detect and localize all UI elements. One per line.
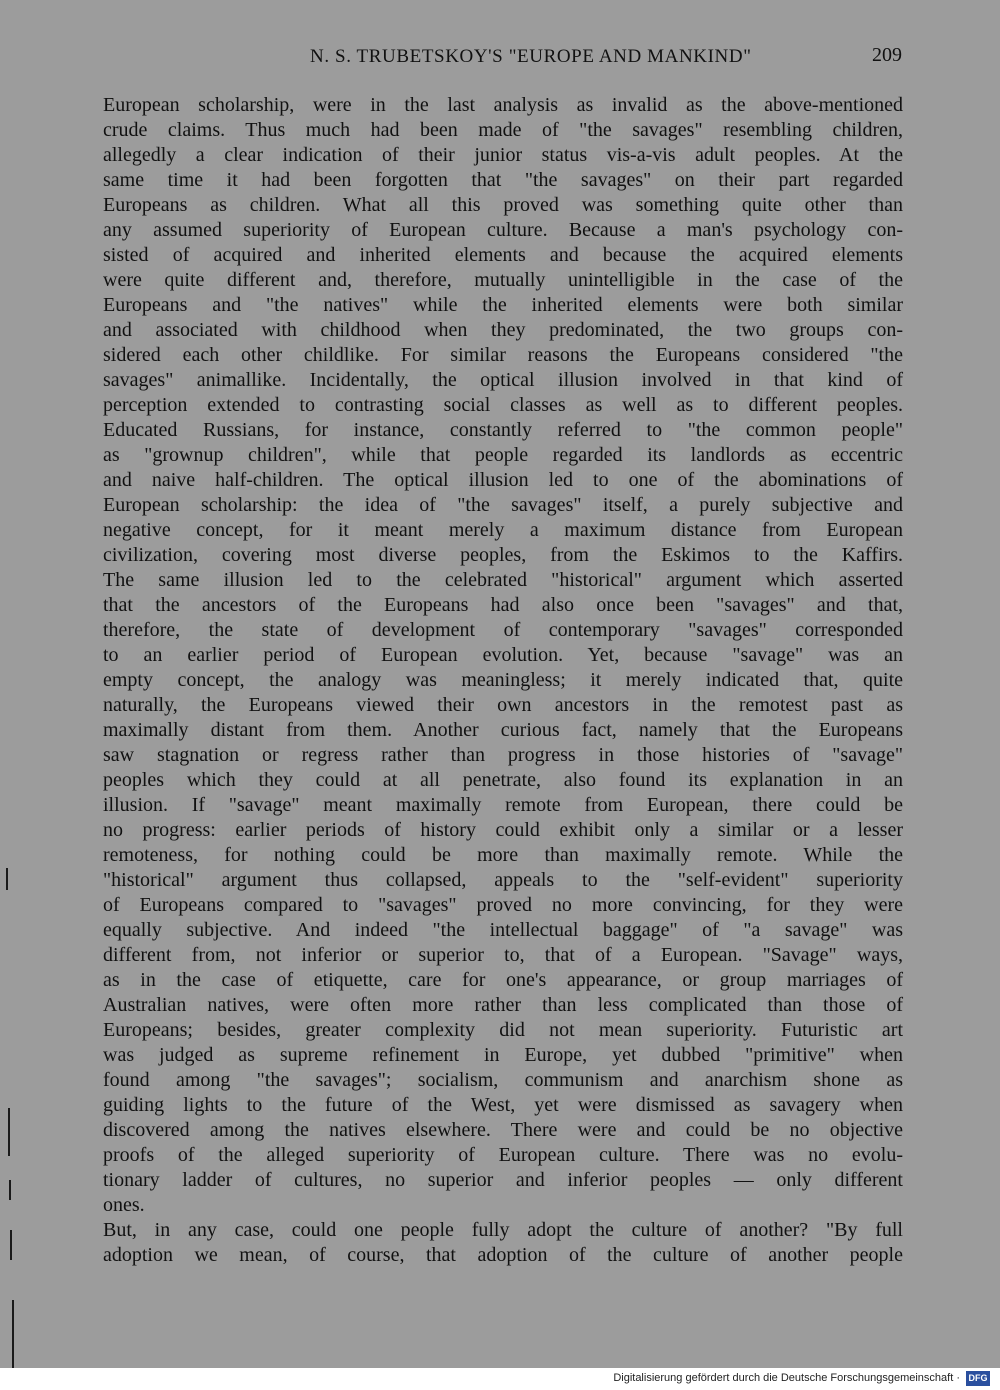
- body-text: [103, 93, 903, 1268]
- text-line: same time it had been forgotten that "the savages" on their part regarded: [103, 169, 903, 191]
- digitization-footer: [0, 1368, 1000, 1390]
- text-line: proofs of the alleged superiority of European culture. There was no evolu-: [103, 1144, 903, 1166]
- text-line: allegedly a clear indication of their junior status vis-a-vis adult peoples. At the: [103, 144, 903, 166]
- text-line: European scholarship, were in the last analysis as invalid as the above-mentioned: [103, 94, 903, 116]
- text-line: civilization, covering most diverse peoples, from the Eskimos to the Kaffirs.: [103, 544, 903, 566]
- page-header: [0, 42, 1000, 72]
- text-line: Australian natives, were often more rather than less complicated than those of: [103, 994, 903, 1016]
- text-line: remoteness, for nothing could be more than maximally remote. While the: [103, 844, 903, 866]
- text-line: that the ancestors of the Europeans had also once been "savages" and that,: [103, 594, 903, 616]
- scan-margin-mark: [8, 1108, 10, 1156]
- footer-credit: Digitalisierung gefördert durch die Deutsche Forschungsgemeinschaft ·: [613, 1372, 960, 1384]
- text-line: to an earlier period of European evolution. Yet, because "savage" was an: [103, 644, 903, 666]
- text-line: naturally, the Europeans viewed their own ancestors in the remotest past as: [103, 694, 903, 716]
- text-line: crude claims. Thus much had been made of "the savages" resembling children,: [103, 119, 903, 141]
- text-line: perception extended to contrasting social classes as well as to different peoples.: [103, 394, 903, 416]
- text-line: as in the case of etiquette, care for one's appearance, or group marriages of: [103, 969, 903, 991]
- text-line: sisted of acquired and inherited elements and because the acquired elements: [103, 244, 903, 266]
- text-line: empty concept, the analogy was meaningless; it merely indicated that, quite: [103, 669, 903, 691]
- text-line: as "grownup children", while that people regarded its landlords as eccentric: [103, 444, 903, 466]
- text-line: no progress: earlier periods of history could exhibit only a similar or a lesser: [103, 819, 903, 841]
- text-line: adoption we mean, of course, that adoption of the culture of another people: [103, 1244, 903, 1266]
- text-line: any assumed superiority of European culture. Because a man's psychology con-: [103, 219, 903, 241]
- text-line: and associated with childhood when they predominated, the two groups con-: [103, 319, 903, 341]
- page-number: 209: [872, 44, 902, 66]
- text-line: negative concept, for it meant merely a maximum distance from European: [103, 519, 903, 541]
- text-line: peoples which they could at all penetrate, also found its explanation in an: [103, 769, 903, 791]
- text-line: savages" animallike. Incidentally, the optical illusion involved in that kind of: [103, 369, 903, 391]
- text-line: "historical" argument thus collapsed, appeals to the "self-evident" superiority: [103, 869, 903, 891]
- text-line: was judged as supreme refinement in Europe, yet dubbed "primitive" when: [103, 1044, 903, 1066]
- text-line: Educated Russians, for instance, constantly referred to "the common people": [103, 419, 903, 441]
- text-line: sidered each other childlike. For similar reasons the Europeans considered "the: [103, 344, 903, 366]
- running-head: N. S. TRUBETSKOY'S "EUROPE AND MANKIND": [310, 46, 752, 67]
- text-line: maximally distant from them. Another curious fact, namely that the Europeans: [103, 719, 903, 741]
- text-line: ones.: [103, 1194, 145, 1216]
- text-line: Europeans as children. What all this proved was something quite other than: [103, 194, 903, 216]
- text-line: Europeans; besides, greater complexity did not mean superiority. Futuristic art: [103, 1019, 903, 1041]
- text-line: The same illusion led to the celebrated "historical" argument which asserted: [103, 569, 903, 591]
- scan-margin-mark: [6, 868, 8, 890]
- dfg-logo: DFG: [966, 1371, 990, 1386]
- text-line: and naive half-children. The optical illusion led to one of the abominations of: [103, 469, 903, 491]
- text-line: But, in any case, could one people fully adopt the culture of another? "By full: [103, 1219, 903, 1241]
- text-line: discovered among the natives elsewhere. There were and could be no objective: [103, 1119, 903, 1141]
- text-line: therefore, the state of development of contemporary "savages" corresponded: [103, 619, 903, 641]
- text-line: tionary ladder of cultures, no superior and inferior peoples — only different: [103, 1169, 903, 1191]
- text-line: Europeans and "the natives" while the inherited elements were both similar: [103, 294, 903, 316]
- text-line: illusion. If "savage" meant maximally remote from European, there could be: [103, 794, 903, 816]
- text-line: saw stagnation or regress rather than progress in those histories of "savage": [103, 744, 903, 766]
- text-line: found among "the savages"; socialism, communism and anarchism shone as: [103, 1069, 903, 1091]
- scan-margin-mark: [9, 1180, 11, 1200]
- text-line: guiding lights to the future of the West, yet were dismissed as savagery when: [103, 1094, 903, 1116]
- text-line: different from, not inferior or superior to, that of a European. "Savage" ways,: [103, 944, 903, 966]
- scan-margin-mark: [10, 1230, 12, 1260]
- scan-margin-mark: [12, 1300, 14, 1368]
- text-line: equally subjective. And indeed "the intellectual baggage" of "a savage" was: [103, 919, 903, 941]
- text-line: of Europeans compared to "savages" proved no more convincing, for they were: [103, 894, 903, 916]
- text-line: were quite different and, therefore, mutually unintelligible in the case of the: [103, 269, 903, 291]
- text-line: European scholarship: the idea of "the savages" itself, a purely subjective and: [103, 494, 903, 516]
